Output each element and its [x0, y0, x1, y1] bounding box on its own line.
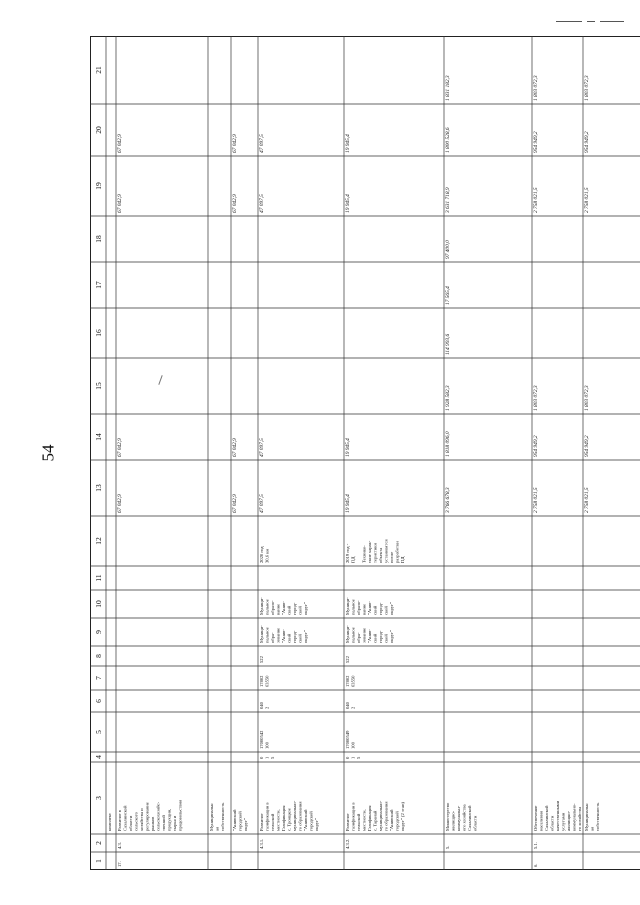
budget-table-drawing	[90, 50, 600, 870]
cell-text: 47 097,5	[259, 438, 265, 457]
column-number: 14	[94, 433, 103, 441]
cell-text: 5.	[445, 845, 450, 849]
cell-text: 47 097,5	[259, 494, 265, 513]
column-number: 8	[94, 654, 103, 658]
cell-text: 522	[259, 656, 264, 663]
cell-text: 2 758 021,5	[533, 187, 539, 213]
cell-text: после	[389, 551, 394, 563]
cell-text: 67 042,9	[232, 494, 238, 513]
cell-text: Сахалинской	[467, 805, 472, 831]
cell-text: 2 758 021,5	[584, 187, 590, 213]
cell-text: 1 800 528,6	[445, 127, 451, 153]
cell-text: сырья и	[172, 815, 177, 831]
cell-text: 1	[264, 756, 270, 759]
cell-text: вание	[275, 603, 281, 615]
cell-text: 0	[259, 756, 264, 759]
cell-text: Развитие в	[117, 810, 122, 831]
cell-text: округ"	[314, 818, 319, 831]
cell-text: ПД	[350, 556, 356, 563]
cell-text: сельской	[270, 813, 275, 831]
cell-text: 30,6 км	[264, 548, 270, 563]
cell-text: "Анив-	[367, 629, 372, 643]
cell-text: комплекс	[107, 812, 112, 831]
cell-text: округ"	[303, 630, 308, 643]
cell-text: Муниципальн	[209, 803, 214, 831]
cell-text: сельского	[133, 812, 139, 831]
cell-text: 67 042,9	[232, 438, 238, 457]
cell-text: "Анивский	[232, 809, 237, 831]
cell-text: собственность	[220, 802, 225, 831]
cell-text: области	[128, 815, 133, 831]
cell-text: "Анивский	[389, 809, 394, 831]
cell-text: 100	[350, 742, 356, 749]
cell-text: вание	[361, 603, 367, 615]
cell-text: округ"	[389, 602, 394, 615]
cell-text: округ"	[243, 818, 248, 831]
cell-text: 4.3.2.	[345, 838, 350, 849]
cell-text: "Анив-	[281, 629, 286, 643]
cell-text: ого хозяйства	[461, 804, 467, 831]
cell-text: 17 565,4	[445, 286, 451, 305]
cell-text: Муници-	[259, 597, 264, 615]
cell-text: качественными	[555, 800, 560, 831]
column-number: 18	[94, 235, 103, 243]
column-number: 11	[94, 574, 103, 582]
column-number: 9	[94, 630, 103, 634]
cell-text: с. Таранай	[372, 810, 378, 831]
cell-text: зование	[361, 627, 367, 643]
cell-text: "Анив-	[367, 601, 372, 615]
cell-text: 3 766 678,3	[445, 487, 451, 513]
cell-text: округ" (2 этап)	[400, 802, 405, 831]
cell-text: городской	[237, 811, 243, 831]
cell-text: муниципально-	[378, 800, 383, 831]
cell-text: 5.1.	[533, 842, 538, 849]
cell-text: 17.	[117, 861, 122, 867]
scan-mark	[556, 12, 629, 30]
page-number: 54	[38, 444, 58, 462]
cell-text: 100	[264, 742, 270, 749]
cell-text: "Анивский	[303, 809, 308, 831]
cell-text: 47 097,5	[259, 194, 265, 213]
cell-text: Сахалинской	[544, 805, 549, 831]
cell-text: 19 945,4	[345, 438, 351, 457]
cell-text: Муници-	[345, 625, 350, 643]
cell-text: газификации в	[350, 802, 356, 831]
cell-text: теристики	[372, 543, 378, 563]
column-number: 6	[94, 699, 103, 703]
cell-text: Муниципальн	[584, 803, 589, 831]
cell-text: населения	[538, 811, 544, 831]
cell-text: разработки	[394, 541, 400, 563]
cell-text: Министерство	[445, 802, 450, 831]
cell-text: с. Троицкое	[286, 808, 292, 831]
cell-text: 47 097,5	[259, 134, 265, 153]
cell-text: 67 042,9	[117, 134, 123, 153]
column-number: 15	[94, 382, 103, 390]
column-number: 16	[94, 329, 103, 337]
cell-text: Газификация	[281, 805, 286, 831]
cell-text: коммунальн-	[456, 805, 461, 831]
cell-text: области	[549, 815, 555, 831]
cell-text: коммунально-	[571, 803, 577, 831]
cell-text: город-	[378, 602, 383, 615]
cell-text: 4.3.1.	[259, 838, 264, 849]
cell-text: Обеспечение	[533, 805, 538, 831]
cell-text: хозяйства и	[139, 808, 144, 831]
cell-text: 1 803 072,3	[533, 75, 539, 101]
cell-text: 1 803 072,3	[584, 75, 590, 101]
cell-text: город-	[378, 630, 383, 643]
cell-text: 67 042,9	[232, 194, 238, 213]
cell-text: 97 400,0	[445, 240, 451, 259]
cell-text: продовольствия	[177, 799, 183, 831]
cell-text: 17802	[259, 675, 264, 687]
cell-text: 114 993,6	[445, 333, 451, 355]
cell-text: 67 042,9	[117, 494, 123, 513]
cell-text: муниципально-	[292, 800, 297, 831]
cell-text: 63550	[264, 675, 270, 687]
column-number: 17	[94, 281, 103, 289]
cell-text: установятся	[383, 539, 389, 563]
cell-text: го хозяйства	[577, 806, 582, 831]
budget-table	[90, 50, 600, 870]
cell-text: 040	[345, 702, 350, 709]
cell-text: Муници-	[345, 597, 350, 615]
cell-text: город-	[292, 630, 297, 643]
cell-text: городской	[308, 811, 314, 831]
column-number: 21	[94, 66, 103, 74]
cell-text: 67 042,9	[117, 194, 123, 213]
cell-text: ский	[286, 605, 292, 615]
cell-text: пальное	[350, 627, 356, 643]
cell-text: образо-	[270, 600, 275, 615]
cell-text: ский	[286, 633, 292, 643]
cell-text: 954 949,2	[533, 435, 539, 457]
cell-text: 040	[259, 702, 264, 709]
cell-text: 2	[264, 706, 270, 709]
cell-text: 2	[350, 706, 356, 709]
cell-text: 954 949,2	[584, 131, 590, 153]
cell-text: пальное	[264, 627, 270, 643]
cell-text: местности,	[361, 809, 367, 831]
cell-text: 67 042,9	[117, 438, 123, 457]
cell-text: зование	[275, 627, 281, 643]
cell-text: образо-	[356, 600, 361, 615]
cell-text: объекта	[378, 547, 383, 563]
cell-text: Сахалинской	[122, 805, 128, 831]
column-number: 3	[94, 796, 103, 800]
cell-text: го образования	[297, 801, 303, 831]
cell-text: пальное	[350, 599, 356, 615]
cell-text: го образования	[383, 801, 389, 831]
column-number: 7	[94, 676, 103, 680]
cell-text: обра-	[356, 632, 361, 643]
cell-text: местности,	[275, 809, 281, 831]
cell-text: регулирование	[144, 802, 150, 831]
cell-text: 2019 год -	[345, 543, 350, 563]
cell-text: ской	[383, 634, 389, 643]
cell-text: 954 949,2	[584, 435, 590, 457]
cell-text: городской	[394, 811, 400, 831]
cell-text: Муници-	[259, 625, 264, 643]
cell-text: 5	[270, 756, 275, 759]
cell-text: Технико-	[361, 545, 367, 563]
column-number: 1	[94, 859, 103, 863]
column-number: 19	[94, 182, 103, 190]
cell-text: 17802	[345, 675, 350, 687]
cell-text: рынков	[150, 816, 155, 831]
cell-text: ая	[214, 826, 220, 831]
cell-text: 3 631 718,9	[445, 187, 451, 213]
cell-text: округ"	[303, 602, 308, 615]
column-number: 12	[94, 537, 103, 545]
cell-text: собственность	[595, 802, 600, 831]
cell-text: 19 945,4	[345, 494, 351, 513]
cell-text: ской	[383, 606, 389, 615]
column-number: 13	[94, 484, 103, 492]
cell-text: услугами	[560, 812, 566, 831]
cell-text: 67 042,9	[232, 134, 238, 153]
cell-text: 5	[356, 756, 361, 759]
cell-text: ский	[372, 633, 378, 643]
cell-text: газификации в	[264, 802, 270, 831]
column-number: 10	[94, 600, 103, 608]
cell-text: город-	[292, 602, 297, 615]
cell-text: 17000542	[259, 730, 264, 749]
cell-text: Развитие	[345, 813, 350, 831]
cell-text: Газификация	[367, 805, 372, 831]
cell-text: 17000549	[345, 730, 350, 749]
cell-text: 0	[345, 756, 350, 759]
cell-text: ские харак-	[367, 540, 372, 563]
cell-text: 1 831 182,3	[445, 75, 451, 101]
cell-text: Развитие	[259, 813, 264, 831]
cell-text: твенной	[161, 815, 166, 831]
cell-text: обра-	[270, 632, 275, 643]
cell-text: 63550	[350, 675, 356, 687]
cell-text: 19 945,4	[345, 134, 351, 153]
cell-text: ПД	[400, 556, 405, 563]
cell-text: сельской	[356, 813, 361, 831]
cell-text: жилищно-	[450, 810, 456, 831]
cell-text: сельскохозяйс-	[155, 801, 161, 831]
cell-text: продукции,	[166, 808, 172, 831]
cell-text: 1 803 072,3	[584, 385, 590, 411]
cell-text: "Анив-	[281, 601, 286, 615]
column-number: 5	[94, 730, 103, 734]
cell-text: ской	[297, 606, 303, 615]
cell-text: 19 945,4	[345, 194, 351, 213]
cell-text: ской	[297, 634, 303, 643]
cell-text: 2020 год	[259, 546, 264, 563]
cell-text: округ"	[389, 630, 394, 643]
cell-text: 522	[345, 656, 350, 663]
cell-text: ский	[372, 605, 378, 615]
cell-text: 1 928 582,3	[445, 385, 451, 411]
cell-text: 2 758 021,5	[533, 487, 539, 513]
table-border	[91, 37, 640, 870]
cell-text: 4.3.	[117, 842, 122, 849]
cell-text: 6.	[533, 863, 538, 867]
cell-text: 1 818 096,0	[445, 431, 451, 457]
cell-text: жилищно-	[566, 810, 571, 831]
cell-text: 1	[350, 756, 356, 759]
cell-text: области	[472, 815, 478, 831]
cell-text: 2 758 021,5	[584, 487, 590, 513]
column-number: 20	[94, 126, 103, 134]
cell-text: ая	[589, 826, 595, 831]
column-number: 2	[94, 841, 103, 845]
cell-text: 954 949,2	[533, 131, 539, 153]
column-number: 4	[94, 755, 103, 759]
cell-text: пальное	[264, 599, 270, 615]
cell-text: 1 803 072,3	[533, 385, 539, 411]
